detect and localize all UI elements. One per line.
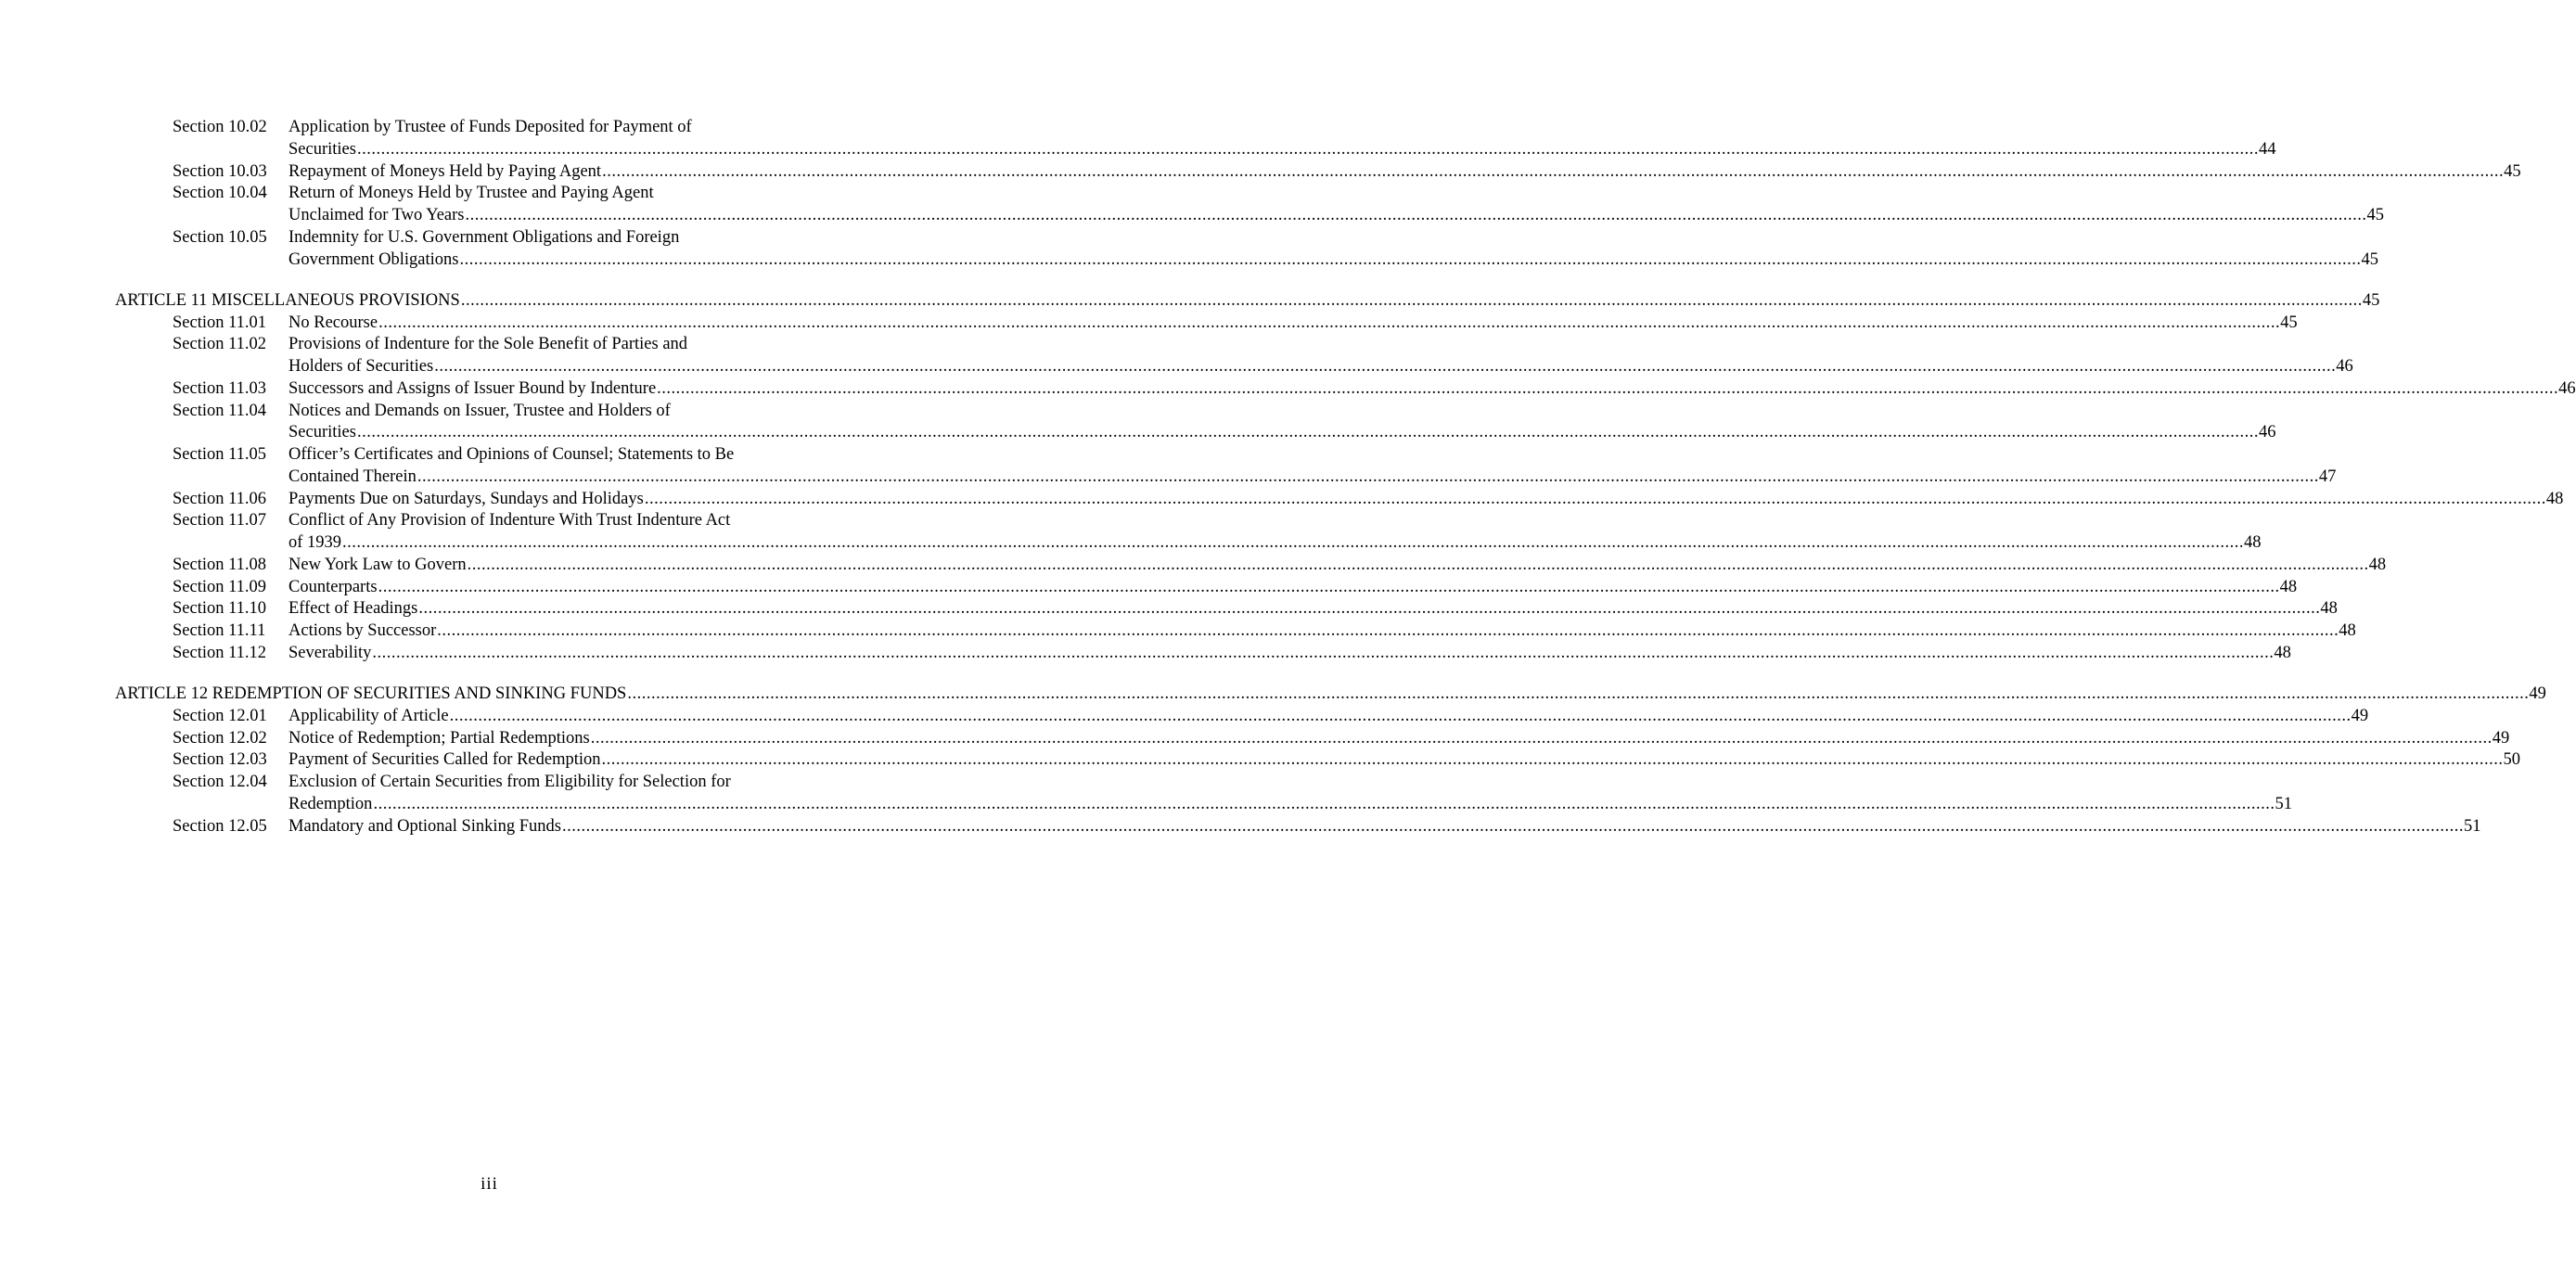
section-page-number: 48 bbox=[2545, 489, 2564, 508]
section-page-number: 47 bbox=[2318, 467, 2337, 486]
section-number: Section 12.01 bbox=[173, 706, 267, 725]
dot-leader: ................................................................................................................................................................................................................................................................................................................................................................................................................ bbox=[449, 706, 2352, 725]
section-page-number: 46 bbox=[2558, 378, 2576, 398]
section-number: Section 10.05 bbox=[173, 227, 267, 247]
section-number: Section 11.03 bbox=[173, 378, 267, 398]
toc-entry-line bbox=[0, 793, 2292, 815]
dot-leader: ................................................................................................................................................................................................................................................................................................................................................................................................................ bbox=[467, 555, 2369, 574]
section-page-number: 45 bbox=[2504, 161, 2521, 181]
section-title: Holders of Securities bbox=[288, 357, 434, 376]
section-title: Payment of Securities Called for Redemption bbox=[288, 750, 601, 770]
toc-entry-line bbox=[0, 488, 2564, 510]
section-title: Severability bbox=[288, 643, 372, 662]
section-title: Notice of Redemption; Partial Redemptions bbox=[288, 728, 590, 748]
dot-leader: ................................................................................................................................................................................................................................................................................................................................................................................................................ bbox=[459, 249, 2362, 269]
section-title: of 1939 bbox=[288, 533, 342, 552]
section-title: Applicability of Article bbox=[288, 706, 449, 725]
section-page-number: 50 bbox=[2503, 750, 2521, 770]
toc-article-heading bbox=[0, 289, 2380, 312]
section-number: Section 11.05 bbox=[173, 445, 267, 464]
toc-entry-line bbox=[0, 421, 2276, 443]
section-page-number: 49 bbox=[2351, 706, 2369, 725]
section-title: Payments Due on Saturdays, Sundays and Holidays bbox=[288, 489, 644, 508]
dot-leader: ................................................................................................................................................................................................................................................................................................................................................................................................................ bbox=[627, 684, 2530, 703]
section-title: Notices and Demands on Issuer, Trustee and Holders of bbox=[288, 401, 671, 420]
toc-entry-line bbox=[0, 249, 2378, 271]
section-title: Contained Therein bbox=[288, 467, 417, 486]
section-page-number: 45 bbox=[2366, 206, 2384, 224]
dot-leader: ................................................................................................................................................................................................................................................................................................................................................................................................................ bbox=[460, 290, 2363, 310]
dot-leader: ................................................................................................................................................................................................................................................................................................................................................................................................................ bbox=[437, 621, 2339, 640]
dot-leader: ................................................................................................................................................................................................................................................................................................................................................................................................................ bbox=[601, 750, 2504, 770]
page-number: iii bbox=[481, 1174, 498, 1194]
section-page-number: 48 bbox=[2244, 533, 2262, 552]
dot-leader: ................................................................................................................................................................................................................................................................................................................................................................................................................ bbox=[602, 161, 2505, 181]
section-title: Redemption bbox=[288, 794, 373, 813]
toc-entry-line bbox=[0, 620, 2356, 642]
section-number: Section 11.04 bbox=[173, 401, 267, 420]
dot-leader: ................................................................................................................................................................................................................................................................................................................................................................................................................ bbox=[434, 357, 2337, 376]
section-title: Unclaimed for Two Years bbox=[288, 206, 465, 224]
section-page-number: 51 bbox=[2463, 816, 2481, 836]
section-title: Repayment of Moneys Held by Paying Agent bbox=[288, 161, 602, 181]
section-title: Successors and Assigns of Issuer Bound by Indenture bbox=[288, 378, 657, 398]
section-number: Section 12.05 bbox=[173, 816, 267, 836]
toc-entry-line bbox=[0, 160, 2521, 183]
section-number: Section 11.10 bbox=[173, 599, 267, 619]
toc-entry-line bbox=[0, 138, 2276, 160]
section-title: Return of Moneys Held by Trustee and Paying Agent bbox=[288, 184, 654, 203]
section-title: Counterparts bbox=[288, 577, 378, 596]
toc-entry-line bbox=[0, 509, 979, 531]
article-page-number: 45 bbox=[2362, 290, 2380, 310]
section-title: Exclusion of Certain Securities from Eligibility for Selection for bbox=[288, 773, 731, 791]
section-number: Section 12.02 bbox=[173, 728, 267, 748]
toc-entry-line bbox=[0, 705, 2369, 727]
section-page-number: 48 bbox=[2368, 555, 2387, 574]
section-number: Section 11.07 bbox=[173, 511, 267, 531]
section-title: Application by Trustee of Funds Deposited for Payment of bbox=[288, 118, 692, 136]
section-number: Section 11.12 bbox=[173, 643, 267, 662]
section-page-number: 48 bbox=[2279, 577, 2298, 596]
section-page-number: 46 bbox=[2336, 357, 2353, 376]
section-title: Securities bbox=[288, 139, 356, 159]
dot-leader: ................................................................................................................................................................................................................................................................................................................................................................................................................ bbox=[644, 489, 2546, 508]
dot-leader: ................................................................................................................................................................................................................................................................................................................................................................................................................ bbox=[372, 643, 2275, 662]
section-page-number: 48 bbox=[2274, 643, 2291, 662]
section-page-number: 51 bbox=[2275, 794, 2292, 813]
section-number: Section 11.06 bbox=[173, 489, 267, 508]
dot-leader: ................................................................................................................................................................................................................................................................................................................................................................................................................ bbox=[418, 599, 2321, 619]
section-page-number: 45 bbox=[2361, 249, 2378, 269]
toc-entry-line bbox=[0, 748, 2521, 771]
section-page-number: 49 bbox=[2492, 728, 2510, 748]
dot-leader: ................................................................................................................................................................................................................................................................................................................................................................................................................ bbox=[378, 577, 2280, 596]
toc-entry-line bbox=[0, 554, 2387, 576]
section-title: Conflict of Any Provision of Indenture With Trust Indenture Act bbox=[288, 511, 731, 531]
section-title: Mandatory and Optional Sinking Funds bbox=[288, 816, 561, 836]
toc-entry-line bbox=[0, 333, 979, 355]
dot-leader: ................................................................................................................................................................................................................................................................................................................................................................................................................ bbox=[561, 816, 2464, 836]
section-number: Section 10.03 bbox=[173, 161, 267, 181]
toc-entry-line bbox=[0, 182, 979, 204]
section-page-number: 44 bbox=[2258, 139, 2276, 159]
toc-entry-line bbox=[0, 400, 979, 422]
dot-leader: ................................................................................................................................................................................................................................................................................................................................................................................................................ bbox=[373, 794, 2275, 813]
section-number: Section 11.01 bbox=[173, 313, 267, 332]
toc-entry-line bbox=[0, 531, 2262, 554]
section-number: Section 10.02 bbox=[173, 118, 267, 136]
dot-leader: ................................................................................................................................................................................................................................................................................................................................................................................................................ bbox=[590, 728, 2493, 748]
article-title: ARTICLE 11 MISCELLANEOUS PROVISIONS bbox=[115, 290, 460, 310]
toc-entry-line bbox=[0, 377, 2576, 400]
section-page-number: 45 bbox=[2280, 313, 2298, 332]
toc-entry-line bbox=[0, 226, 979, 249]
section-title: Effect of Headings bbox=[288, 599, 418, 619]
section-page-number: 48 bbox=[2339, 621, 2356, 640]
toc-entry-line bbox=[0, 443, 979, 466]
toc-entry-line bbox=[0, 815, 2481, 838]
section-page-number: 46 bbox=[2258, 423, 2276, 442]
dot-leader: ................................................................................................................................................................................................................................................................................................................................................................................................................ bbox=[417, 467, 2319, 486]
toc-entry-line bbox=[0, 116, 979, 138]
dot-leader: ................................................................................................................................................................................................................................................................................................................................................................................................................ bbox=[378, 313, 2281, 332]
section-title: Officer’s Certificates and Opinions of Counsel; Statements to Be bbox=[288, 445, 735, 464]
toc-entry-line bbox=[0, 642, 2291, 664]
section-title: Provisions of Indenture for the Sole Benefit of Parties and bbox=[288, 335, 688, 354]
section-number: Section 12.04 bbox=[173, 773, 267, 791]
section-number: Section 11.08 bbox=[173, 555, 267, 574]
article-page-number: 49 bbox=[2529, 684, 2546, 703]
section-number: Section 12.03 bbox=[173, 750, 267, 770]
toc-entry-line bbox=[0, 727, 2510, 749]
section-number: Section 10.04 bbox=[173, 184, 267, 203]
section-page-number: 48 bbox=[2320, 599, 2338, 619]
toc-entry-line bbox=[0, 355, 2353, 377]
toc-article-heading bbox=[0, 683, 2546, 705]
section-title: Securities bbox=[288, 423, 356, 442]
toc-entry-line bbox=[0, 771, 979, 793]
toc-entry-line bbox=[0, 204, 2384, 226]
dot-leader: ................................................................................................................................................................................................................................................................................................................................................................................................................ bbox=[342, 533, 2245, 552]
toc-entry-line bbox=[0, 466, 2337, 488]
section-title: Government Obligations bbox=[288, 249, 459, 269]
dot-leader: ................................................................................................................................................................................................................................................................................................................................................................................................................ bbox=[657, 378, 2559, 398]
dot-leader: ................................................................................................................................................................................................................................................................................................................................................................................................................ bbox=[465, 206, 2367, 224]
section-number: Section 11.11 bbox=[173, 621, 266, 640]
toc-entry-line bbox=[0, 597, 2338, 620]
article-title: ARTICLE 12 REDEMPTION OF SECURITIES AND SINKING FUNDS bbox=[115, 684, 627, 703]
dot-leader: ................................................................................................................................................................................................................................................................................................................................................................................................................ bbox=[356, 139, 2259, 159]
section-title: New York Law to Govern bbox=[288, 555, 467, 574]
section-title: Actions by Successor bbox=[288, 621, 437, 640]
section-number: Section 11.09 bbox=[173, 577, 267, 596]
section-title: No Recourse bbox=[288, 313, 378, 332]
section-number: Section 11.02 bbox=[173, 335, 267, 354]
dot-leader: ................................................................................................................................................................................................................................................................................................................................................................................................................ bbox=[356, 423, 2259, 442]
toc-entry-line bbox=[0, 312, 2298, 334]
toc-entry-line bbox=[0, 576, 2298, 598]
section-title: Indemnity for U.S. Government Obligations and Foreign bbox=[288, 227, 680, 247]
